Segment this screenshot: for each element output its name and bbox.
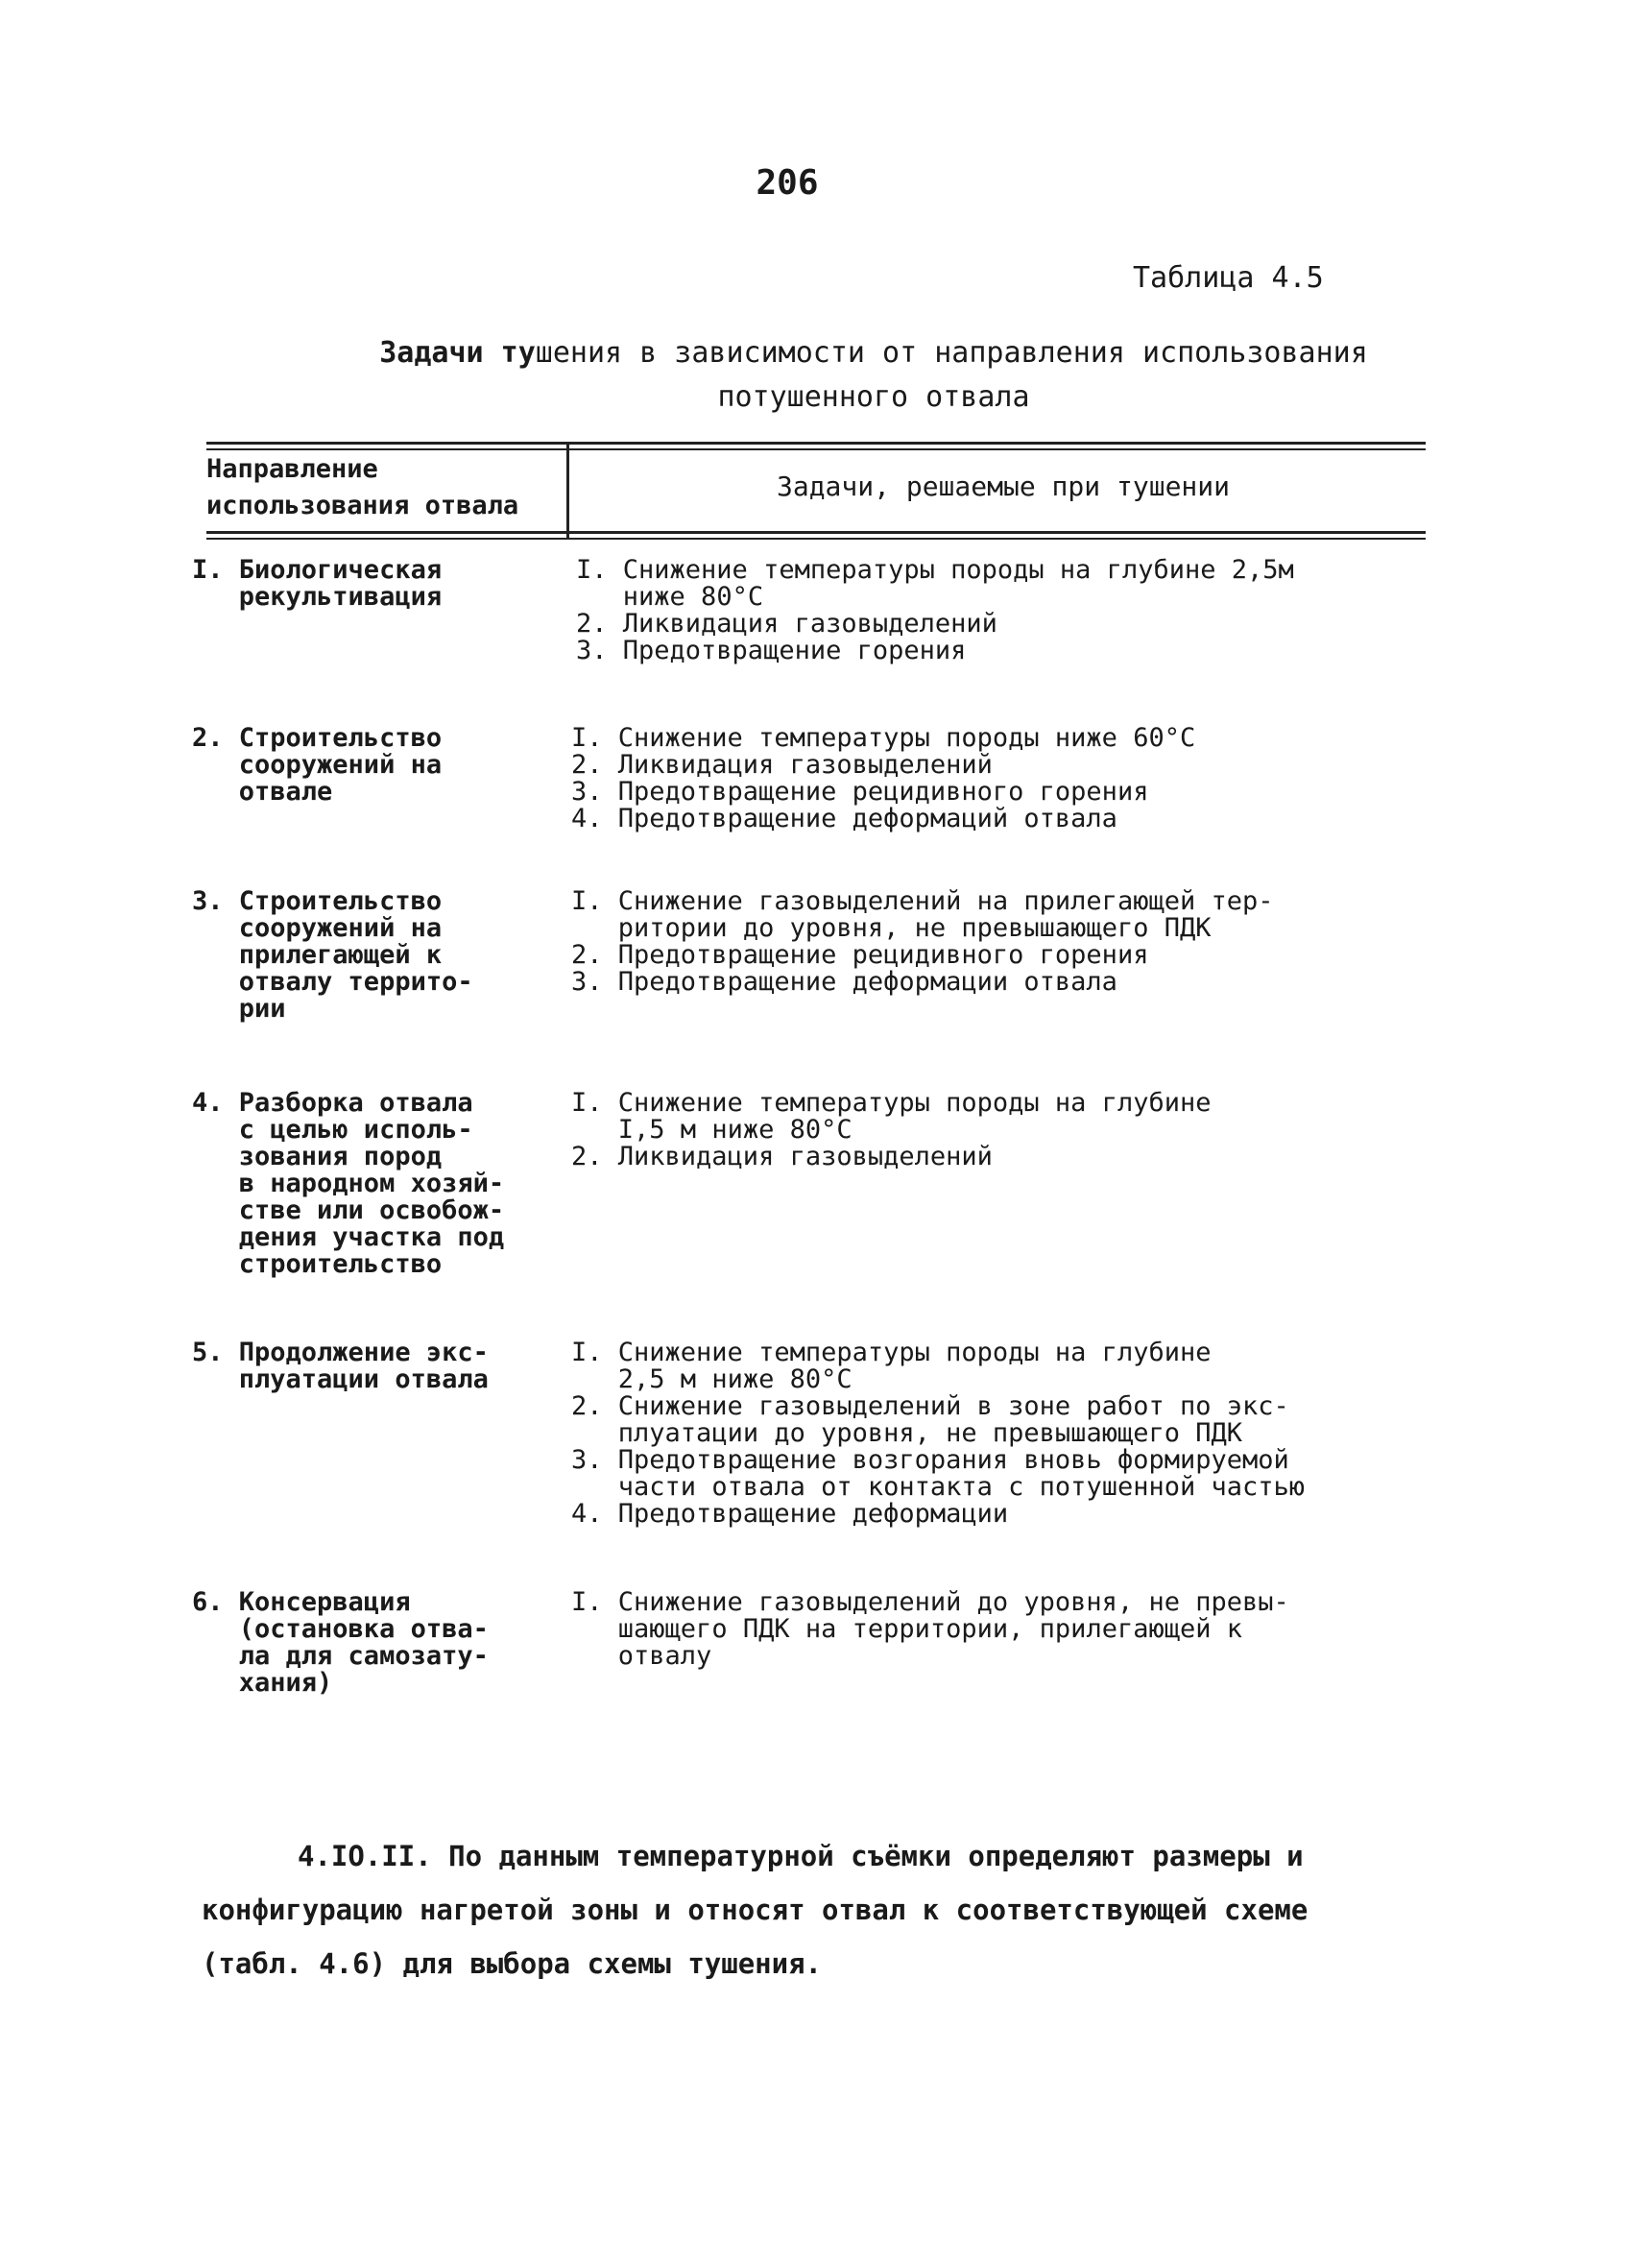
row-direction: 2. Строительство сооружений на отвале bbox=[192, 723, 443, 807]
task-item: 2. Снижение газовыделений в зоне работ по экс- плуатации до уровня, не превышающего ПДК bbox=[571, 1391, 1289, 1448]
task-item: I. Снижение температуры породы на глубине 2,5 м ниже 80°C bbox=[571, 1338, 1212, 1394]
task-item: 3. Предотвращение горения bbox=[576, 636, 967, 665]
row-direction: 4. Разборка отвала с целью исполь- зования пород в народном хозяй- стве или освобож- дения участка под строительство bbox=[192, 1088, 505, 1279]
row-direction: 6. Консервация (остановка отва- ла для самозату- хания) bbox=[192, 1587, 489, 1698]
header-tasks: Задачи, решаемые при тушении bbox=[776, 470, 1230, 502]
task-item: I. Снижение температуры породы ниже 60°C bbox=[571, 723, 1196, 753]
row-direction: I. Биологическая рекультивация bbox=[192, 555, 443, 612]
task-item: I. Снижение температуры породы на глубине I,5 м ниже 80°C bbox=[571, 1088, 1212, 1145]
row-direction: 5. Продолжение экс- плуатации отвала bbox=[192, 1338, 489, 1394]
page-number: 206 bbox=[756, 163, 819, 203]
body-paragraph: 4.IO.II. По данным температурной съёмки определяют размеры и конфигурацию нагретой зоны и относят отвал к соответствующей схеме (табл. 4.6) для выбора схемы тушения. bbox=[202, 1840, 1309, 1980]
task-item: 2. Ликвидация газовыделений bbox=[571, 750, 993, 780]
table-label: Таблица 4.5 bbox=[1133, 261, 1324, 295]
task-item: 4. Предотвращение деформаций отвала bbox=[571, 804, 1117, 833]
header-direction: Направление использования отвала bbox=[206, 454, 519, 520]
header-bottom-rule-inner bbox=[206, 538, 1426, 540]
task-item: 2. Ликвидация газовыделений bbox=[571, 1142, 993, 1171]
title-line2: потушенного отвала bbox=[717, 380, 1030, 414]
row-tasks bbox=[571, 1090, 1454, 1170]
task-item: I. Снижение температуры породы на глубине 2,5м ниже 80°C bbox=[576, 555, 1294, 612]
task-item: 4. Предотвращение деформации bbox=[571, 1499, 1009, 1529]
row-tasks bbox=[571, 1589, 1454, 1670]
task-item: 3. Предотвращение деформации отвала bbox=[571, 967, 1117, 997]
row-direction: 3. Строительство сооружений на прилегающей к отвалу террито- рии bbox=[192, 886, 473, 1024]
row-tasks bbox=[571, 725, 1454, 832]
row-tasks bbox=[571, 1339, 1454, 1528]
table-title bbox=[326, 331, 1421, 420]
header-divider bbox=[566, 444, 569, 538]
row-tasks bbox=[571, 888, 1454, 996]
task-item: 2. Предотвращение рецидивного горения bbox=[571, 940, 1149, 970]
task-item: I. Снижение газовыделений до уровня, не превы- шающего ПДК на территории, прилегающей к отвалу bbox=[571, 1587, 1289, 1671]
table-top-rule-inner bbox=[206, 448, 1426, 450]
task-item: 3. Предотвращение рецидивного горения bbox=[571, 777, 1149, 807]
task-item: I. Снижение газовыделений на прилегающей тер- ритории до уровня, не превышающего ПДК bbox=[571, 886, 1274, 943]
row-tasks bbox=[576, 557, 1459, 664]
title-line1: шения в зависимости от направления использования bbox=[535, 336, 1368, 370]
task-item: 2. Ликвидация газовыделений bbox=[576, 609, 997, 639]
table-top-rule bbox=[206, 442, 1426, 445]
header-bottom-rule bbox=[206, 531, 1426, 534]
task-item: 3. Предотвращение возгорания вновь формируемой части отвала от контакта с потушенной частью bbox=[571, 1445, 1306, 1502]
title-bold-part: Задачи ту bbox=[379, 336, 536, 370]
